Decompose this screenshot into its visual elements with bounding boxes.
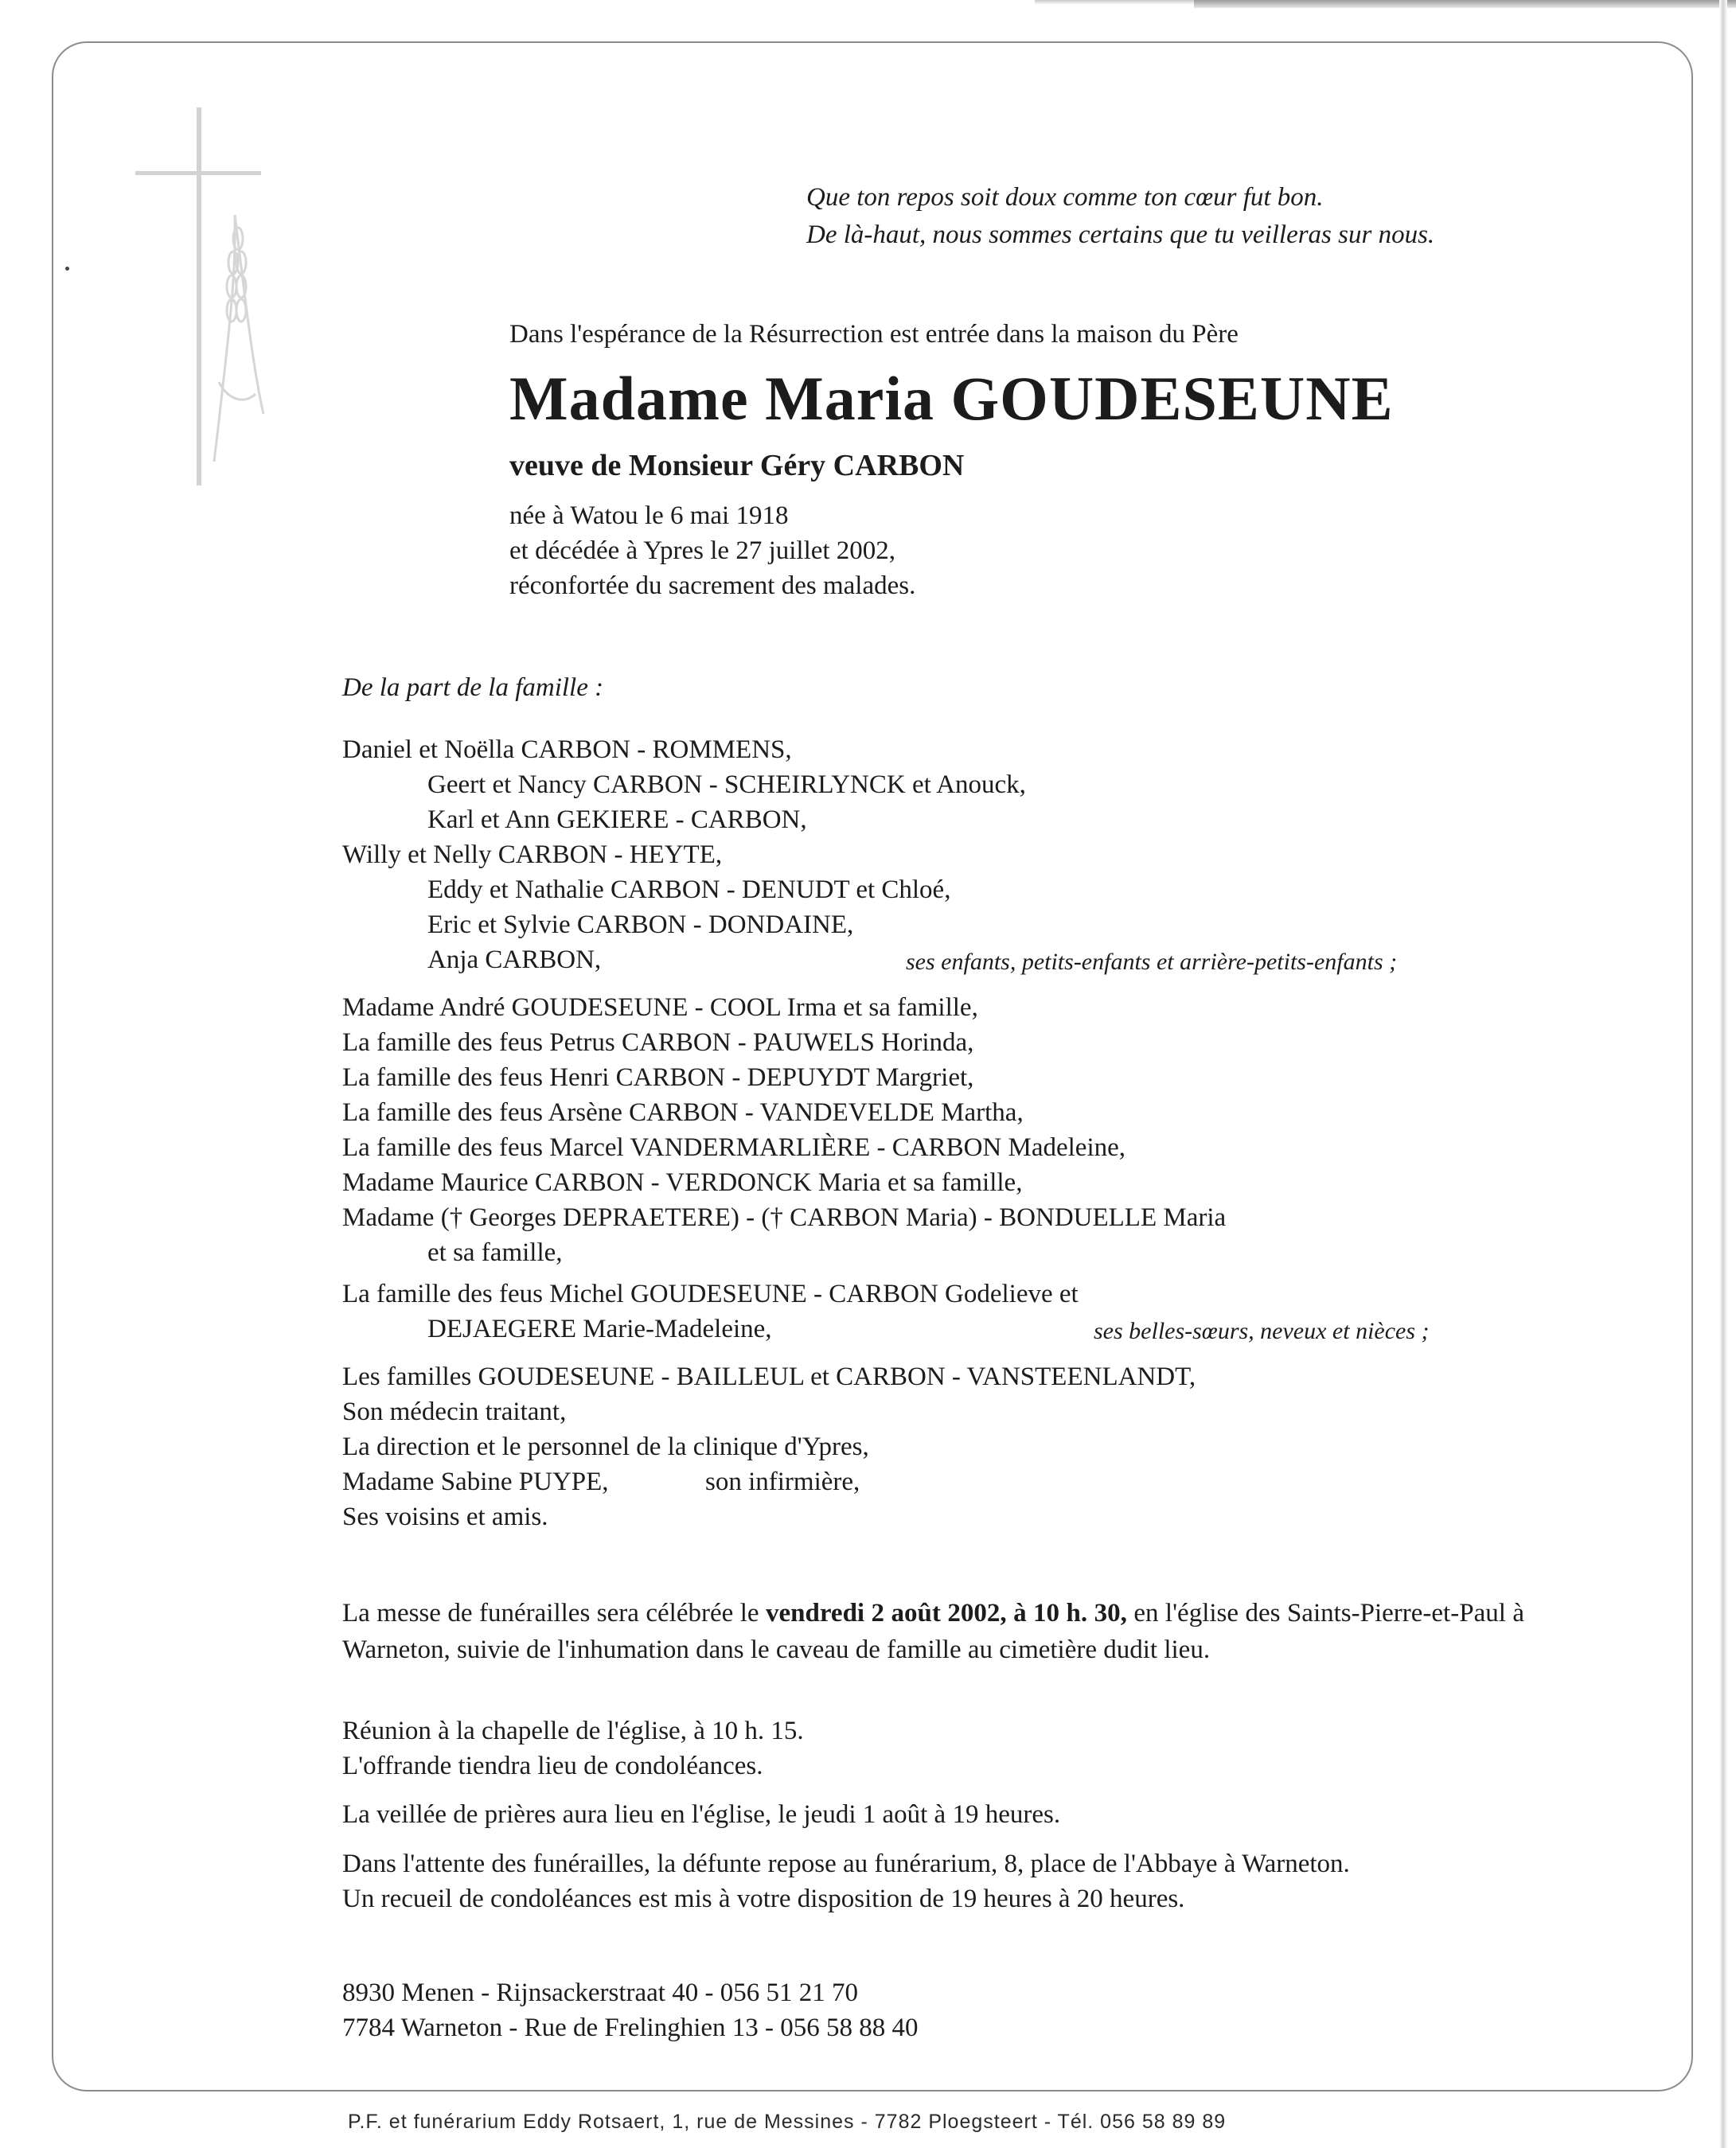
family-line: Les familles GOUDESEUNE - BAILLEUL et CARBON - VANSTEENLANDT, — [342, 1362, 1196, 1391]
family-line: Madame André GOUDESEUNE - COOL Irma et sa famille, — [342, 993, 978, 1022]
family-line: Eddy et Nathalie CARBON - DENUDT et Chloé, — [427, 875, 951, 904]
family-line: Daniel et Noëlla CARBON - ROMMENS, — [342, 735, 792, 764]
address-line: 8930 Menen - Rijnsackerstraat 40 - 056 51 21 70 — [342, 1978, 858, 2007]
condolence-register-line: Un recueil de condoléances est mis à votre disposition de 19 heures à 20 heures. — [342, 1885, 1185, 1913]
family-line: Anja CARBON, — [427, 945, 602, 974]
epitaph-line-2: De là-haut, nous sommes certains que tu veilleras sur nous. — [806, 220, 1435, 249]
offering-line: L'offrande tiendra lieu de condoléances. — [342, 1752, 763, 1780]
family-line: La direction et le personnel de la clinique d'Ypres, — [342, 1433, 869, 1461]
speck — [65, 267, 69, 271]
wheat-icon — [203, 207, 267, 470]
family-line: Eric et Sylvie CARBON - DONDAINE, — [427, 910, 854, 939]
mass-text-continued: en l'église des Saints-Pierre-et-Paul à Warneton, suivie de l'inhumation dans le caveau de famille au cimetière dudit lieu. — [342, 1599, 1524, 1664]
family-line: DEJAEGERE Marie-Madeleine, — [427, 1315, 772, 1343]
address-line: 7784 Warneton - Rue de Frelinghien 13 - 056 58 88 40 — [342, 2014, 919, 2042]
family-line: La famille des feus Henri CARBON - DEPUYDT Margriet, — [342, 1063, 974, 1092]
announcement-intro: Dans l'espérance de la Résurrection est entrée dans la maison du Père — [509, 320, 1239, 349]
funeral-home-footer: P.F. et funérarium Eddy Rotsaert, 1, rue de Messines - 7782 Ploegsteert - Tél. 056 58 89 89 — [348, 2111, 1227, 2133]
family-line: La famille des feus Arsène CARBON - VANDEVELDE Martha, — [342, 1098, 1024, 1127]
family-line: Madame Maurice CARBON - VERDONCK Maria et sa famille, — [342, 1168, 1023, 1197]
family-line: La famille des feus Petrus CARBON - PAUWELS Horinda, — [342, 1028, 974, 1057]
family-line: Madame Sabine PUYPE, — [342, 1468, 609, 1496]
mass-text: La messe de funérailles sera célébrée le — [342, 1599, 767, 1628]
vigil-line: La veillée de prières aura lieu en l'église, le jeudi 1 août à 19 heures. — [342, 1800, 1061, 1829]
sacrament-line: réconfortée du sacrement des malades. — [509, 571, 916, 600]
mass-date-time: vendredi 2 août 2002, à 10 h. 30, — [766, 1599, 1127, 1628]
widow-of: veuve de Monsieur Géry CARBON — [509, 449, 965, 482]
paper-top-edge-fade — [1035, 0, 1194, 5]
nurse-role: son infirmière, — [705, 1468, 860, 1496]
death-line: et décédée à Ypres le 27 juillet 2002, — [509, 536, 896, 565]
paper-top-edge-shadow — [1194, 0, 1736, 8]
family-line: Geert et Nancy CARBON - SCHEIRLYNCK et Anouck, — [427, 770, 1026, 799]
family-line: Ses voisins et amis. — [342, 1503, 548, 1531]
family-line: Madame († Georges DEPRAETERE) - († CARBON Maria) - BONDUELLE Maria — [342, 1203, 1227, 1232]
paper-right-edge-shadow — [1719, 0, 1727, 2148]
family-line: La famille des feus Michel GOUDESEUNE - CARBON Godelieve et — [342, 1280, 1079, 1308]
family-line: Willy et Nelly CARBON - HEYTE, — [342, 840, 723, 869]
family-line: Son médecin traitant, — [342, 1398, 567, 1426]
funeral-mass-paragraph — [342, 1595, 1524, 1668]
family-line: et sa famille, — [427, 1238, 563, 1267]
meeting-line: Réunion à la chapelle de l'église, à 10 h. 15. — [342, 1717, 804, 1745]
inlaws-role: ses belles-sœurs, neveux et nièces ; — [1094, 1318, 1430, 1344]
epitaph-line-1: Que ton repos soit doux comme ton cœur fut bon. — [806, 183, 1324, 212]
family-heading: De la part de la famille : — [342, 673, 604, 702]
cross-horizontal-bar — [135, 171, 261, 175]
family-line: La famille des feus Marcel VANDERMARLIÈRE - CARBON Madeleine, — [342, 1133, 1126, 1162]
children-role: ses enfants, petits-enfants et arrière-petits-enfants ; — [906, 949, 1398, 975]
cross-vertical-bar — [197, 107, 201, 485]
birth-line: née à Watou le 6 mai 1918 — [509, 501, 789, 530]
family-line: Karl et Ann GEKIERE - CARBON, — [427, 805, 807, 834]
deceased-name: Madame Maria GOUDESEUNE — [509, 364, 1394, 433]
repose-line: Dans l'attente des funérailles, la défunte repose au funérarium, 8, place de l'Abbaye à Warneton. — [342, 1850, 1350, 1878]
